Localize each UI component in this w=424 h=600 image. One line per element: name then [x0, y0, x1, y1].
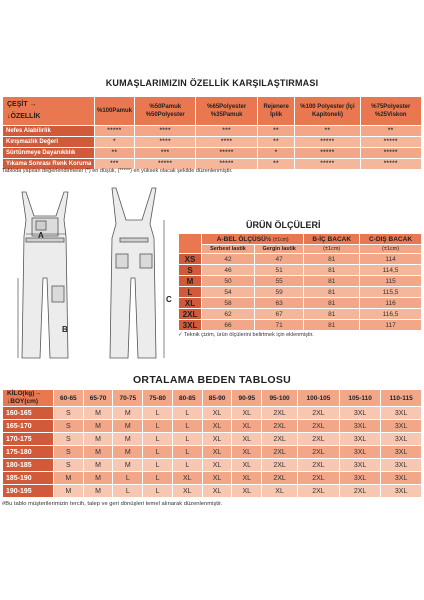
size-cell: XL — [262, 485, 298, 498]
fabric-cell: ***** — [295, 148, 360, 159]
size-cell: 3XL — [381, 472, 422, 485]
size-cell: M — [54, 472, 84, 485]
sizing-row — [3, 433, 422, 446]
height-label: 170-175 — [3, 433, 54, 446]
fabric-cell: ***** — [360, 137, 421, 148]
measurements-row — [179, 287, 422, 298]
size-cell: 2XL — [297, 472, 339, 485]
height-label: 185-190 — [3, 472, 54, 485]
size-cell: 3XL — [339, 420, 380, 433]
measurements-row — [179, 298, 422, 309]
size-cell: 2XL — [262, 407, 298, 420]
size-cell: 2XL — [339, 485, 380, 498]
measurement-cell: 81 — [304, 309, 360, 320]
fabric-cell: **** — [196, 137, 257, 148]
size-cell: 3XL — [381, 459, 422, 472]
fabric-row — [3, 148, 422, 159]
measurement-cell: 47 — [254, 254, 303, 265]
measurement-cell: 67 — [254, 309, 303, 320]
size-label: S — [179, 265, 202, 276]
measurement-cell: 62 — [202, 309, 255, 320]
size-cell: XL — [202, 485, 232, 498]
size-cell: L — [143, 420, 173, 433]
measurements-row — [179, 320, 422, 331]
size-cell: L — [113, 485, 143, 498]
size-cell: 2XL — [297, 459, 339, 472]
fabric-cell: ***** — [360, 148, 421, 159]
fabric-col-header: %50Pamuk %50Polyester — [135, 97, 196, 126]
overall-technical-drawing — [4, 178, 176, 368]
measurement-cell: 114 — [360, 254, 422, 265]
size-cell: XL — [202, 446, 232, 459]
fabric-cell: ***** — [196, 159, 257, 170]
size-cell: L — [143, 459, 173, 472]
size-cell: 2XL — [262, 459, 298, 472]
size-label: L — [179, 287, 202, 298]
size-cell: XL — [232, 459, 262, 472]
weight-header: 80-85 — [172, 390, 202, 407]
measurements-subheader-row — [179, 245, 422, 254]
measurements-row — [179, 254, 422, 265]
fabric-col-header: %100 Polyester (İçi Kapitoneli) — [295, 97, 360, 126]
weight-header: 60-65 — [54, 390, 84, 407]
fabric-title: KUMAŞLARIMIZIN ÖZELLİK KARŞILAŞTIRMASI — [105, 78, 319, 88]
size-cell: L — [143, 472, 173, 485]
dim-label-c: C — [166, 295, 172, 304]
size-cell: M — [113, 420, 143, 433]
measurements-corner — [179, 234, 202, 254]
size-cell: L — [172, 433, 202, 446]
size-cell: 2XL — [297, 407, 339, 420]
size-label: XS — [179, 254, 202, 265]
sizing-row — [3, 485, 422, 498]
size-cell: XL — [232, 485, 262, 498]
fabric-header-row — [3, 97, 422, 126]
size-cell: L — [143, 407, 173, 420]
measurement-cell: 66 — [202, 320, 255, 331]
measurement-cell: 81 — [304, 254, 360, 265]
fabric-col-header: %65Polyester %35Pamuk — [196, 97, 257, 126]
fabric-cell: **** — [135, 126, 196, 137]
weight-header: 95-100 — [262, 390, 298, 407]
size-cell: 2XL — [297, 485, 339, 498]
size-cell: XL — [232, 472, 262, 485]
sizing-kilo-label: KİLO(kg)→ — [7, 390, 41, 397]
fabric-cell: ** — [257, 126, 294, 137]
size-cell: L — [172, 420, 202, 433]
measurement-cell: 116,5 — [360, 309, 422, 320]
measurements-unit-b: (±1cm) — [304, 245, 360, 254]
size-cell: 3XL — [339, 446, 380, 459]
fabric-cell: ***** — [196, 148, 257, 159]
measurement-cell: 115,5 — [360, 287, 422, 298]
size-cell: XL — [172, 472, 202, 485]
size-cell: S — [54, 459, 84, 472]
sizing-corner — [3, 390, 54, 407]
height-label: 190-195 — [3, 485, 54, 498]
size-cell: 3XL — [339, 459, 380, 472]
measurement-cell: 115 — [360, 276, 422, 287]
size-cell: 3XL — [381, 446, 422, 459]
size-cell: M — [113, 407, 143, 420]
measurements-sub-a2: Gergin lastik — [254, 245, 303, 254]
height-label: 180-185 — [3, 459, 54, 472]
size-cell: XL — [202, 433, 232, 446]
weight-header: 105-110 — [339, 390, 380, 407]
measurement-cell: 42 — [202, 254, 255, 265]
size-cell: 3XL — [381, 420, 422, 433]
size-cell: 2XL — [297, 433, 339, 446]
fabric-cell: ** — [95, 148, 135, 159]
measurement-cell: 71 — [254, 320, 303, 331]
fabric-cell: *** — [196, 126, 257, 137]
size-cell: L — [172, 407, 202, 420]
size-cell: M — [113, 459, 143, 472]
measurement-cell: 117 — [360, 320, 422, 331]
fabric-row-label: Yıkama Sonrası Renk Koruma — [3, 159, 95, 170]
size-cell: L — [113, 472, 143, 485]
size-cell: 2XL — [262, 433, 298, 446]
measurements-title: ÜRÜN ÖLÇÜLERİ — [246, 220, 321, 230]
fabric-row-label: Nefes Alabilirlik — [3, 126, 95, 137]
size-cell: M — [83, 433, 113, 446]
size-cell: M — [83, 446, 113, 459]
size-cell: 2XL — [297, 420, 339, 433]
fabric-row — [3, 126, 422, 137]
size-cell: XL — [232, 433, 262, 446]
size-cell: L — [143, 446, 173, 459]
size-cell: XL — [232, 407, 262, 420]
weight-header: 70-75 — [113, 390, 143, 407]
measurement-cell: 55 — [254, 276, 303, 287]
measurements-table — [178, 233, 422, 331]
size-cell: XL — [232, 446, 262, 459]
fabric-corner-top: ÇEŞİT → — [7, 101, 37, 108]
measurement-cell: 63 — [254, 298, 303, 309]
size-cell: M — [83, 420, 113, 433]
fabric-col-header: Rejenere İplik — [257, 97, 294, 126]
measurements-sub-a1: Serbest lastik — [202, 245, 255, 254]
measurements-row — [179, 276, 422, 287]
size-cell: M — [113, 433, 143, 446]
fabric-row — [3, 137, 422, 148]
size-cell: L — [172, 446, 202, 459]
size-cell: M — [83, 485, 113, 498]
weight-header: 65-70 — [83, 390, 113, 407]
measurements-unit-c: (±1cm) — [360, 245, 422, 254]
sizing-boy-label: ↓BOY(cm) — [7, 398, 39, 405]
size-cell: S — [54, 420, 84, 433]
size-cell: 3XL — [339, 433, 380, 446]
size-cell: 2XL — [297, 446, 339, 459]
size-cell: S — [54, 433, 84, 446]
size-cell: 2XL — [262, 420, 298, 433]
fabric-cell: ***** — [135, 159, 196, 170]
measurement-cell: 114,5 — [360, 265, 422, 276]
sizing-row — [3, 446, 422, 459]
measurements-row — [179, 309, 422, 320]
fabric-cell: *** — [135, 148, 196, 159]
fabric-cell: **** — [135, 137, 196, 148]
size-cell: S — [54, 407, 84, 420]
size-cell: M — [83, 472, 113, 485]
measurements-note: ✓ Teknik çizim, ürün ölçülerini belirtmek için eklenmiştir. — [178, 332, 314, 338]
size-cell: S — [54, 446, 84, 459]
size-cell: XL — [232, 420, 262, 433]
measurement-cell: 81 — [304, 265, 360, 276]
sizing-table — [2, 389, 422, 498]
measurement-cell: 81 — [304, 276, 360, 287]
weight-header: 100-105 — [297, 390, 339, 407]
size-cell: M — [83, 407, 113, 420]
weight-header: 85-90 — [202, 390, 232, 407]
fabric-cell: ** — [257, 159, 294, 170]
dim-label-b: B — [62, 325, 68, 334]
measurement-cell: 51 — [254, 265, 303, 276]
sizing-row — [3, 459, 422, 472]
size-label: XL — [179, 298, 202, 309]
fabric-row-label: Kırışmazlık Değeri — [3, 137, 95, 148]
size-cell: 3XL — [339, 472, 380, 485]
fabric-row-label: Sürtünmeye Dayanıklılık — [3, 148, 95, 159]
fabric-cell: ***** — [295, 137, 360, 148]
size-label: 3XL — [179, 320, 202, 331]
fabric-cell: * — [257, 148, 294, 159]
measurement-cell: 81 — [304, 287, 360, 298]
size-cell: M — [83, 459, 113, 472]
sizing-row — [3, 407, 422, 420]
measurements-col-b: B-İÇ BACAK — [304, 234, 360, 245]
size-cell: 2XL — [262, 472, 298, 485]
size-cell: XL — [202, 472, 232, 485]
weight-header: 110-115 — [381, 390, 422, 407]
size-cell: M — [54, 485, 84, 498]
fabric-cell: ***** — [295, 159, 360, 170]
fabric-cell: * — [95, 137, 135, 148]
fabric-corner — [3, 97, 95, 126]
dim-label-a: A — [38, 231, 44, 240]
weight-header: 90-95 — [232, 390, 262, 407]
measurement-cell: 46 — [202, 265, 255, 276]
size-cell: XL — [202, 459, 232, 472]
size-cell: L — [143, 433, 173, 446]
height-label: 160-165 — [3, 407, 54, 420]
size-cell: XL — [202, 420, 232, 433]
fabric-col-header: %100Pamuk — [95, 97, 135, 126]
measurement-cell: 116 — [360, 298, 422, 309]
measurement-cell: 50 — [202, 276, 255, 287]
size-label: M — [179, 276, 202, 287]
fabric-note: Tabloda yapılan değerlendirmeler (*) en düşük, (*****) en yüksek olacak şekilde düzenlenmiştir. — [2, 168, 233, 174]
fabric-cell: ** — [360, 126, 421, 137]
measurements-col-a: A-BEL ÖLÇÜSÜ½ (±1cm) — [202, 234, 304, 245]
measurement-cell: 81 — [304, 320, 360, 331]
size-cell: L — [172, 459, 202, 472]
height-label: 175-180 — [3, 446, 54, 459]
size-cell: M — [113, 446, 143, 459]
sizing-row — [3, 420, 422, 433]
size-cell: 3XL — [339, 407, 380, 420]
size-cell: XL — [202, 407, 232, 420]
measurement-cell: 58 — [202, 298, 255, 309]
size-cell: 2XL — [262, 446, 298, 459]
height-label: 165-170 — [3, 420, 54, 433]
sizing-note: #Bu tablo müşterilerimizin tercih, talep ve geri dönüşleri temel alınarak düzenlenmiştir. — [2, 501, 223, 507]
size-cell: L — [143, 485, 173, 498]
sizing-title: ORTALAMA BEDEN TABLOSU — [132, 374, 292, 386]
fabric-cell: ** — [295, 126, 360, 137]
measurements-col-c: C-DIŞ BACAK — [360, 234, 422, 245]
size-cell: 3XL — [381, 433, 422, 446]
size-cell: 3XL — [381, 407, 422, 420]
measurement-cell: 81 — [304, 298, 360, 309]
sizing-row — [3, 472, 422, 485]
size-label: 2XL — [179, 309, 202, 320]
fabric-cell: ***** — [360, 159, 421, 170]
fabric-cell: ***** — [95, 126, 135, 137]
measurements-header-row — [179, 234, 422, 245]
measurement-cell: 59 — [254, 287, 303, 298]
fabric-cell: *** — [95, 159, 135, 170]
fabric-table — [2, 96, 422, 170]
sizing-header-row — [3, 390, 422, 407]
fabric-corner-bottom: ↓ÖZELLİK — [7, 113, 41, 120]
size-cell: 3XL — [381, 485, 422, 498]
weight-header: 75-80 — [143, 390, 173, 407]
fabric-col-header: %75Polyester %25Viskon — [360, 97, 421, 126]
measurement-cell: 54 — [202, 287, 255, 298]
measurements-row — [179, 265, 422, 276]
size-cell: XL — [172, 485, 202, 498]
fabric-cell: ** — [257, 137, 294, 148]
